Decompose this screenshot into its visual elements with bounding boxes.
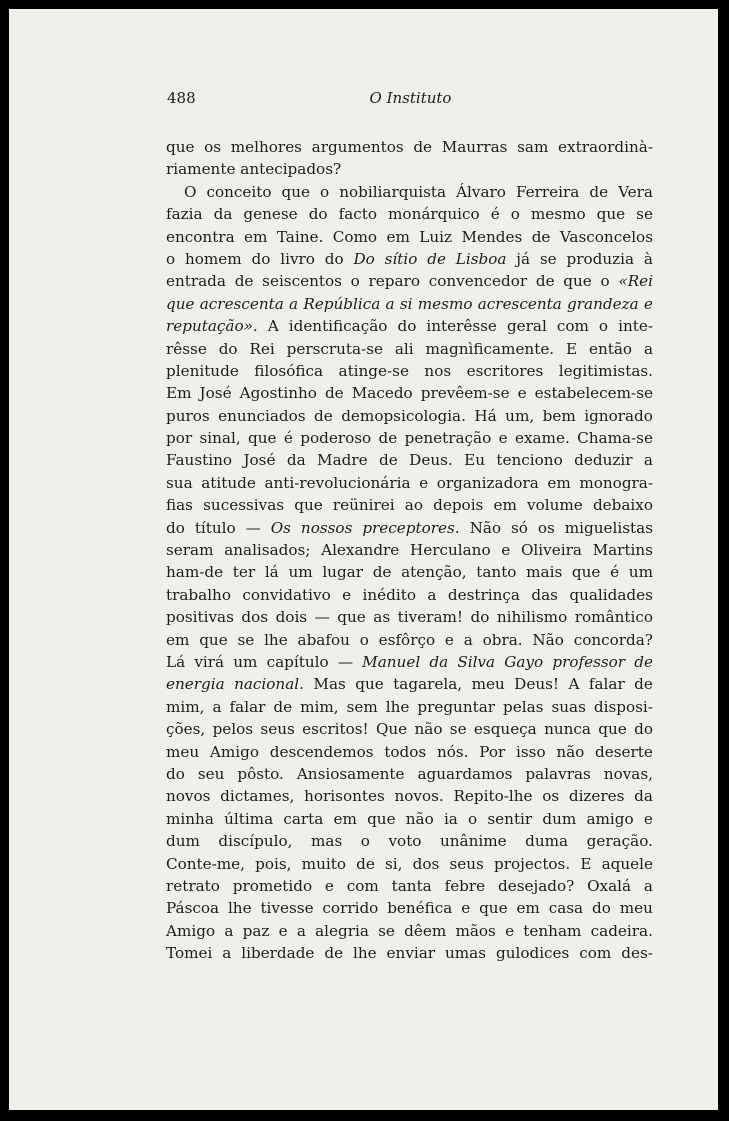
text-line: positivas dos dois — que as tiveram! do nihilismo romântico: [166, 608, 653, 627]
text-line: mim, a falar de mim, sem lhe preguntar pelas suas disposi-: [166, 697, 653, 716]
text-line: energia nacional. Mas que tagarela, meu Deus! A falar de: [166, 675, 653, 694]
text-line: encontra em Taine. Como em Luiz Mendes de Vasconcelos: [166, 227, 653, 246]
text-line: ções, pelos seus escritos! Que não se esqueça nunca que do: [166, 720, 653, 739]
text-line: fazia da genese do facto monárquico é o mesmo que se: [166, 205, 653, 224]
text-line: Faustino José da Madre de Deus. Eu tenciono deduzir a: [166, 451, 653, 470]
text-line: reputação». A identificação do interêsse geral com o inte-: [166, 317, 653, 336]
text-line: que os melhores argumentos de Maurras sam extraordinà-: [166, 138, 653, 156]
text-line: por sinal, que é poderoso de penetração e exame. Chama-se: [166, 429, 653, 448]
text-line: sua atitude anti-revolucionária e organizadora em monogra-: [166, 473, 653, 492]
text-line: Páscoa lhe tivesse corrido benéfica e que em casa do meu: [166, 899, 653, 918]
text-line: meu Amigo descendemos todos nós. Por isso não deserte: [166, 742, 653, 761]
text-line: riamente antecipados?: [166, 160, 342, 179]
text-line: fias sucessivas que reünirei ao depois em volume debaixo: [166, 496, 653, 515]
text-line: rêsse do Rei perscruta-se ali magnìficamente. E então a: [166, 339, 653, 358]
page-header: [167, 89, 654, 113]
text-line: Amigo a paz e a alegria se dêem mãos e tenham cadeira.: [166, 921, 653, 940]
running-title: O Instituto: [369, 89, 452, 107]
text-line: Lá virá um capítulo — Manuel da Silva Gayo professor de: [166, 652, 653, 671]
text-line: seram analisados; Alexandre Herculano e Oliveira Martins: [166, 541, 653, 560]
text-line: Conte-me, pois, muito de si, dos seus projectos. E aquele: [166, 854, 653, 873]
text-line: ham-de ter lá um lugar de atenção, tanto mais que é um: [166, 563, 653, 582]
text-line: o homem do livro do Do sítio de Lisboa já se produzia à: [166, 249, 653, 268]
book-page: [9, 9, 718, 1110]
text-line: puros enunciados de demopsicologia. Há um, bem ignorado: [166, 406, 653, 425]
text-line: do seu pôsto. Ansiosamente aguardamos palavras novas,: [166, 764, 653, 783]
text-line: dum discípulo, mas o voto unânime duma geração.: [166, 832, 653, 851]
text-line: plenitude filosófica atinge-se nos escritores legitimistas.: [166, 361, 653, 380]
text-line: Em José Agostinho de Macedo prevêem-se e estabelecem-se: [166, 384, 653, 403]
text-line: retrato prometido e com tanta febre desejado? Oxalá a: [166, 876, 653, 895]
text-line: novos dictames, horisontes novos. Repito-lhe os dizeres da: [166, 787, 653, 806]
body-text: [166, 136, 653, 964]
text-line: minha última carta em que não ia o sentir dum amigo e: [166, 809, 653, 828]
text-line: em que se lhe abafou o esfôrço e a obra. Não concorda?: [166, 630, 653, 649]
text-line: O conceito que o nobiliarquista Álvaro Ferreira de Vera: [184, 182, 653, 201]
page-number: 488: [167, 89, 196, 107]
text-line: do título — Os nossos preceptores. Não só os miguelistas: [166, 518, 653, 537]
text-line: que acrescenta a República a si mesmo acrescenta grandeza e: [166, 294, 653, 313]
text-line: Tomei a liberdade de lhe enviar umas gulodices com des-: [166, 944, 653, 963]
text-line: entrada de seiscentos o reparo convencedor de que o «Rei: [166, 272, 653, 291]
text-line: trabalho convidativo e inédito a destrinça das qualidades: [166, 585, 653, 604]
